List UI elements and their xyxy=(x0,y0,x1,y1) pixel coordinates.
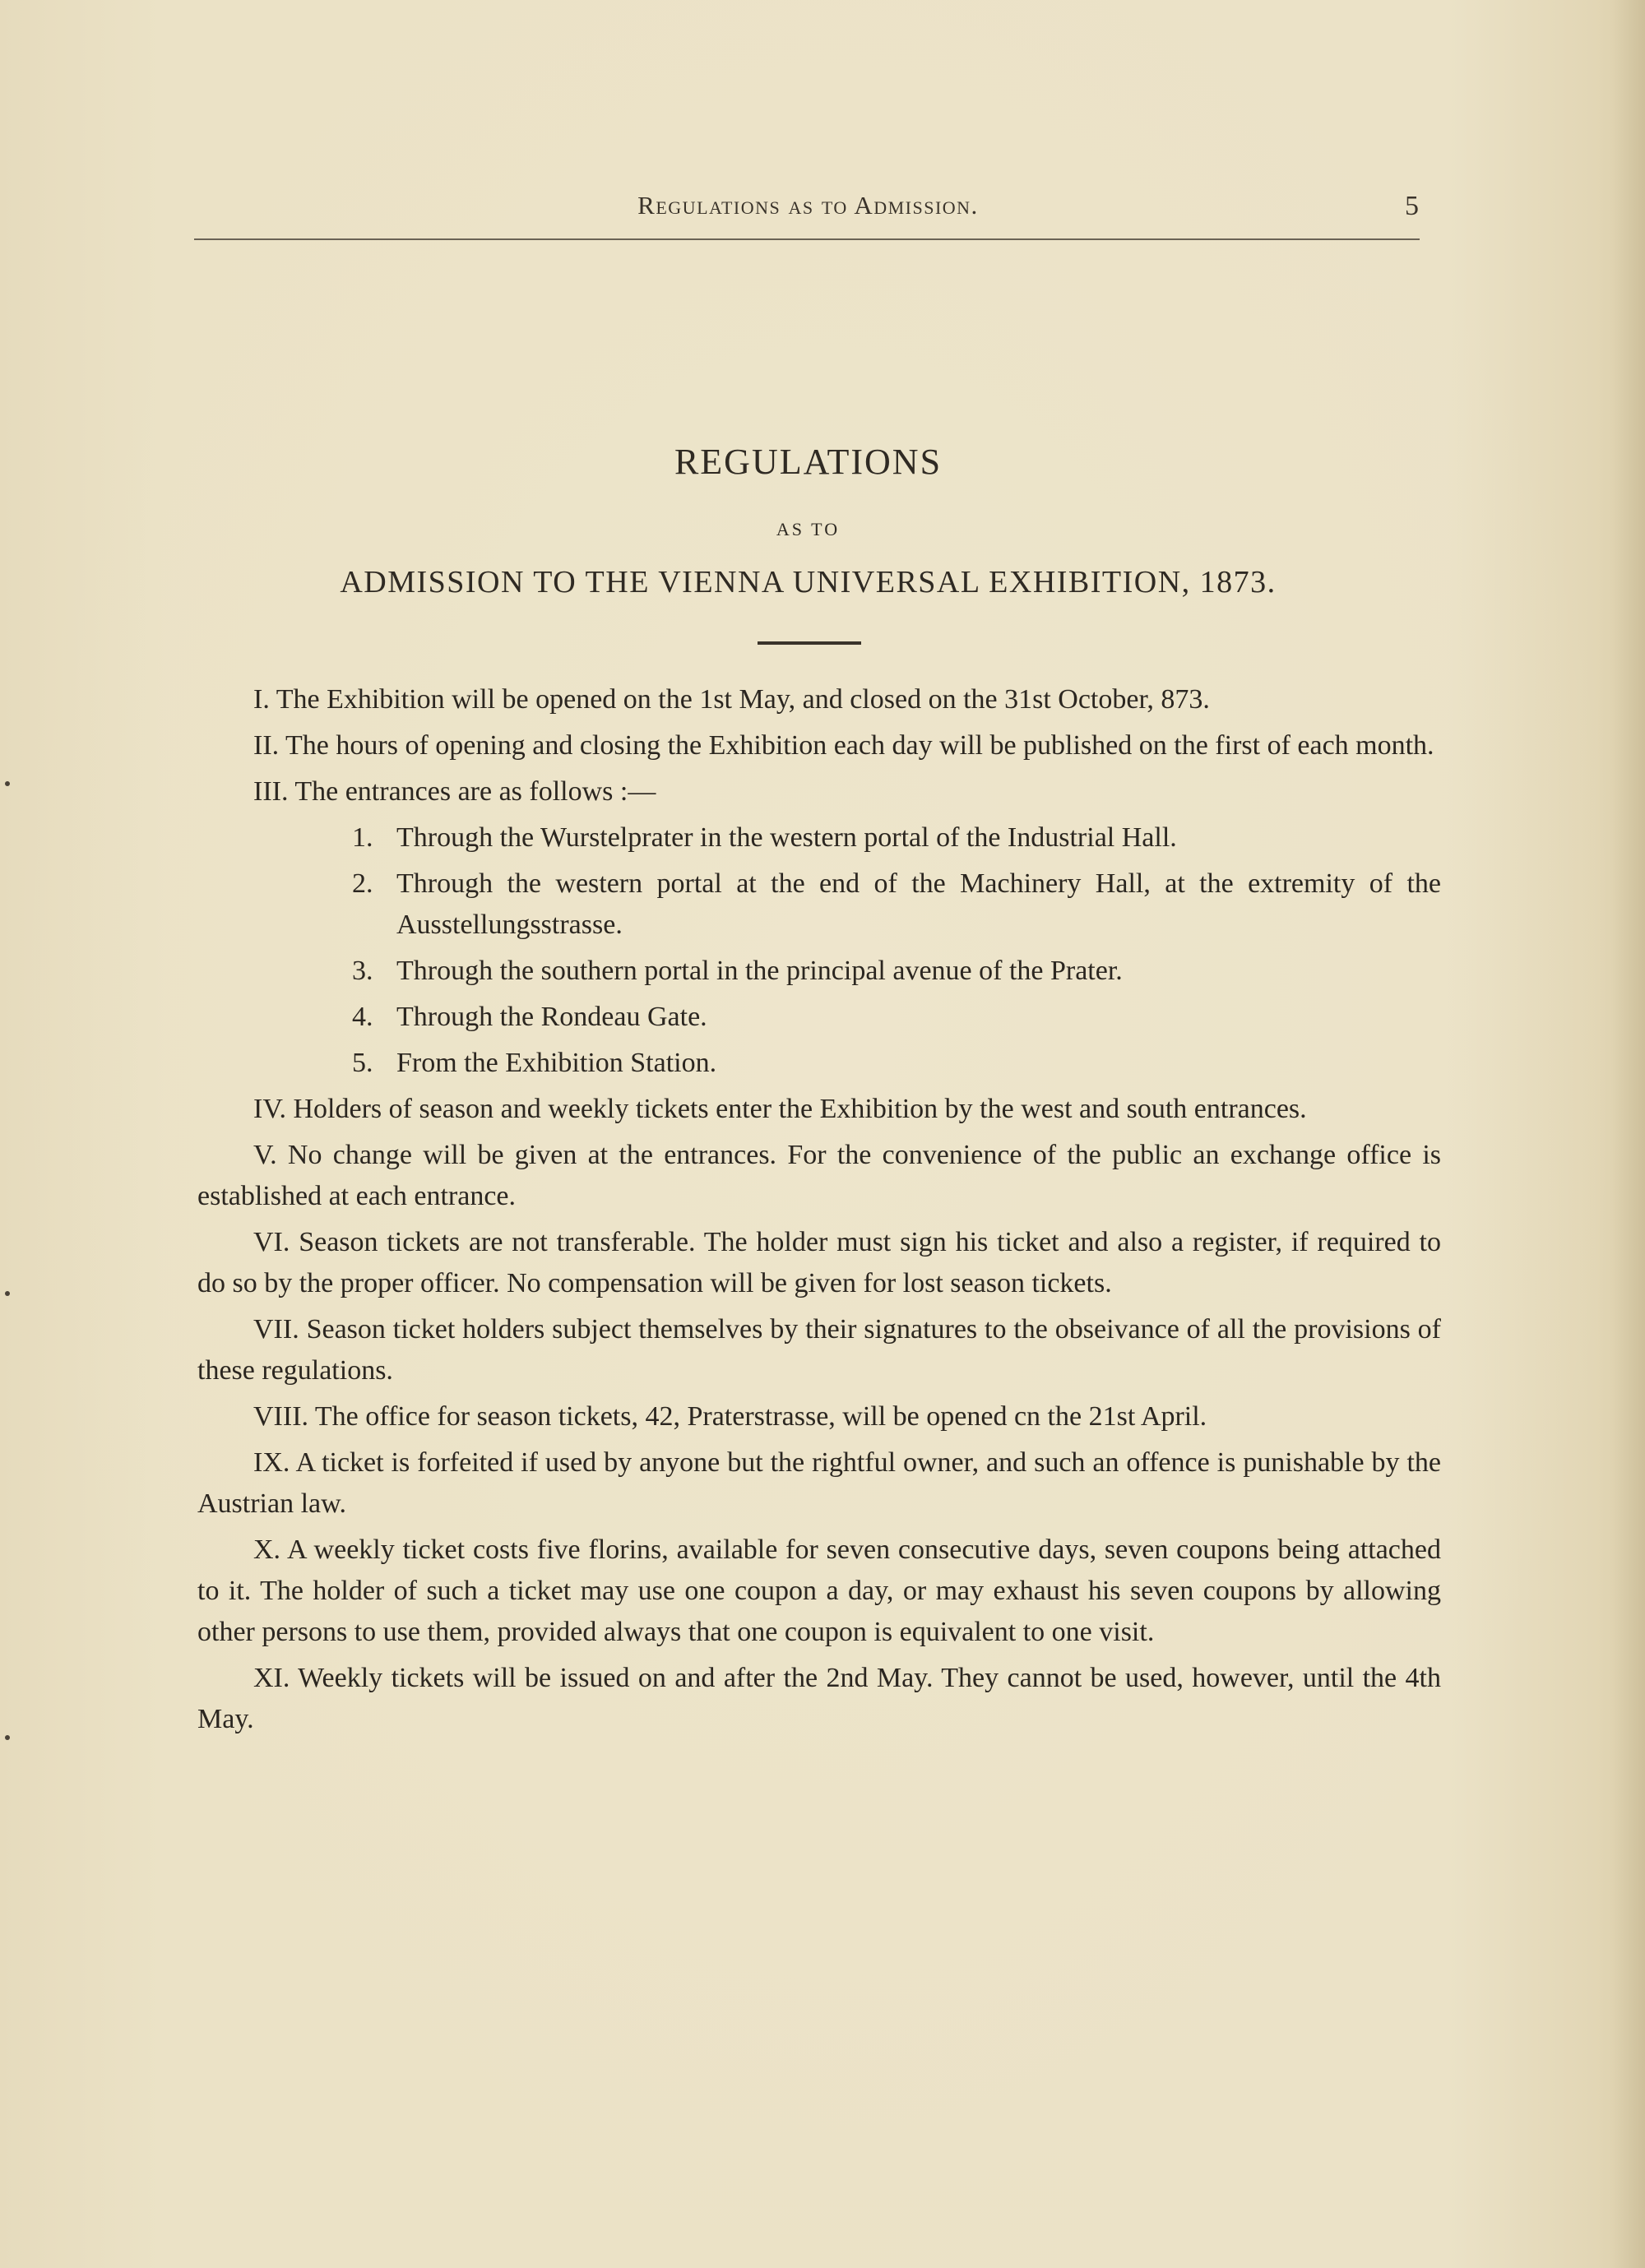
regulation-5: V. No change will be given at the entrances. For the convenience of the public an exchange office is established at each entrance. xyxy=(197,1140,1441,1211)
regulations-body xyxy=(197,679,1441,1745)
regulation-11: XI. Weekly tickets will be issued on and after the 2nd May. They cannot be used, however, until the 4th May. xyxy=(197,1663,1441,1734)
page-number: 5 xyxy=(1405,191,1419,221)
regulation-8: VIII. The office for season tickets, 42, Praterstrasse, will be opened cn the 21st April. xyxy=(253,1401,1207,1432)
header-rule xyxy=(194,238,1420,240)
entrance-number: 5. xyxy=(352,1048,373,1078)
regulation-1: I. The Exhibition will be opened on the 1st May, and closed on the 31st October, 873. xyxy=(253,684,1210,715)
margin-speck xyxy=(5,781,10,786)
entrance-text: Through the southern portal in the principal avenue of the Prater. xyxy=(396,956,1123,986)
margin-speck xyxy=(5,1291,10,1296)
entrance-number: 2. xyxy=(352,868,373,899)
list-item xyxy=(197,951,1441,992)
page-edge-shadow xyxy=(1612,0,1645,2268)
title-connector: AS TO xyxy=(776,519,841,539)
regulation-4: IV. Holders of season and weekly tickets enter the Exhibition by the west and south entrances. xyxy=(253,1094,1307,1124)
entrance-number: 4. xyxy=(352,1002,373,1032)
entrance-text: Through the Rondeau Gate. xyxy=(396,1002,707,1032)
running-title: Regulations as to Admission. xyxy=(637,191,979,220)
regulation-6: VI. Season tickets are not transferable. The holder must sign his ticket and also a register, if required to do so by the proper officer. No compensation will be given for lost season tickets. xyxy=(197,1227,1441,1298)
running-head xyxy=(197,191,1419,232)
entrance-number: 3. xyxy=(352,956,373,986)
entrance-number: 1. xyxy=(352,822,373,853)
list-item xyxy=(197,997,1441,1038)
sub-heading: ADMISSION TO THE VIENNA UNIVERSAL EXHIBITION, 1873. xyxy=(340,565,1277,599)
regulation-10: X. A weekly ticket costs five florins, available for seven consecutive days, seven coupons being attached to it. The holder of such a ticket may use one coupon a day, or may exhaust his seven coupons by allowing other persons to use them, provided always that one coupon is equivalent to one visit. xyxy=(197,1534,1441,1647)
list-item xyxy=(197,863,1441,946)
regulation-2: II. The hours of opening and closing the Exhibition each day will be published on the first of each month. xyxy=(253,730,1434,761)
entrance-text: Through the western portal at the end of the Machinery Hall, at the extremity of the Ausstellungsstrasse. xyxy=(396,868,1441,940)
entrance-list xyxy=(197,817,1441,1084)
title-rule xyxy=(758,641,861,645)
main-title: REGULATIONS xyxy=(674,442,943,482)
regulation-9: IX. A ticket is forfeited if used by anyone but the rightful owner, and such an offence is punishable by the Austrian law. xyxy=(197,1447,1441,1519)
list-item xyxy=(197,817,1441,859)
regulation-7: VII. Season ticket holders subject themselves by their signatures to the obseivance of all the provisions of these regulations. xyxy=(197,1314,1441,1386)
regulation-3: III. The entrances are as follows :— xyxy=(253,776,656,807)
margin-speck xyxy=(5,1735,10,1740)
list-item xyxy=(197,1043,1441,1084)
entrance-text: Through the Wurstelprater in the western portal of the Industrial Hall. xyxy=(396,822,1177,853)
entrance-text: From the Exhibition Station. xyxy=(396,1048,717,1078)
